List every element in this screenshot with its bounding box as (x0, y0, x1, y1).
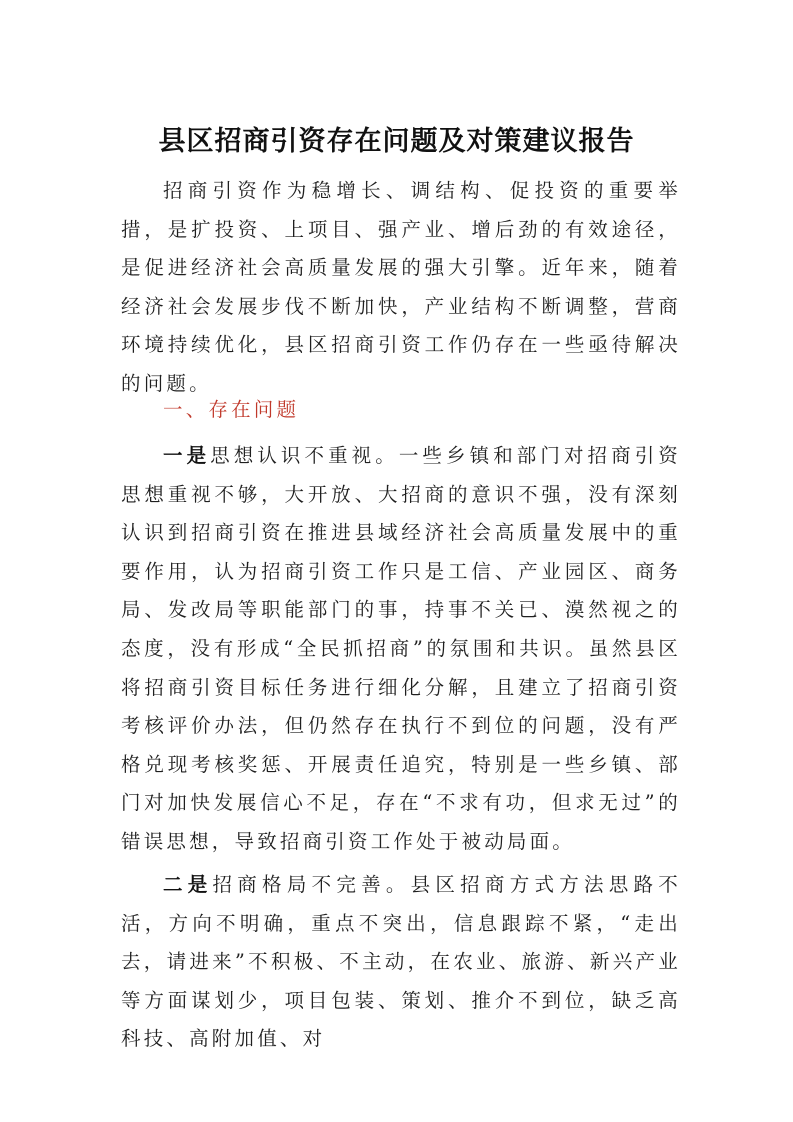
document-title: 县区招商引资存在问题及对策建议报告 (158, 126, 635, 158)
point-1-lead: 一是 (163, 444, 211, 467)
problem-point-1 (121, 437, 681, 862)
point-1-text: 思想认识不重视。一些乡镇和部门对招商引资思想重视不够，大开放、大招商的意识不强，没有深刻认识到招商引资在推进县域经济社会高质量发展中的重要作用，认为招商引资工作只是工信、产业园区、商务局、发改局等职能部门的事，持事不关已、漠然视之的态度，没有形成“全民抓招商”的氛围和共识。虽然县区将招商引资目标任务进行细化分解，且建立了招商引资考核评价办法，但仍然存在执行不到位的问题，没有严格兑现考核奖惩、开展责任追究，特别是一些乡镇、部门对加快发展信心不足，存在“不求有功，但求无过”的错误思想，导致招商引资工作处于被动局面。 (121, 444, 681, 853)
section-heading-problems: 一、存在问题 (163, 398, 300, 421)
point-2-text: 招商格局不完善。县区招商方式方法思路不活，方向不明确，重点不突出，信息跟踪不紧，“走出去，请进来”不积极、不主动，在农业、旅游、新兴产业等方面谋划少，项目包装、策划、推介不到位，缺乏高科技、高附加值、对 (121, 873, 681, 1051)
point-2-lead: 二是 (163, 873, 213, 896)
problem-point-2 (121, 866, 681, 1059)
intro-paragraph: 招商引资作为稳增长、调结构、促投资的重要举措，是扩投资、上项目、强产业、增后劲的有效途径，是促进经济社会高质量发展的强大引擎。近年来，随着经济社会发展步伐不断加快，产业结构不断调整，营商环境持续优化，县区招商引资工作仍存在一些亟待解决的问题。 (121, 179, 681, 395)
